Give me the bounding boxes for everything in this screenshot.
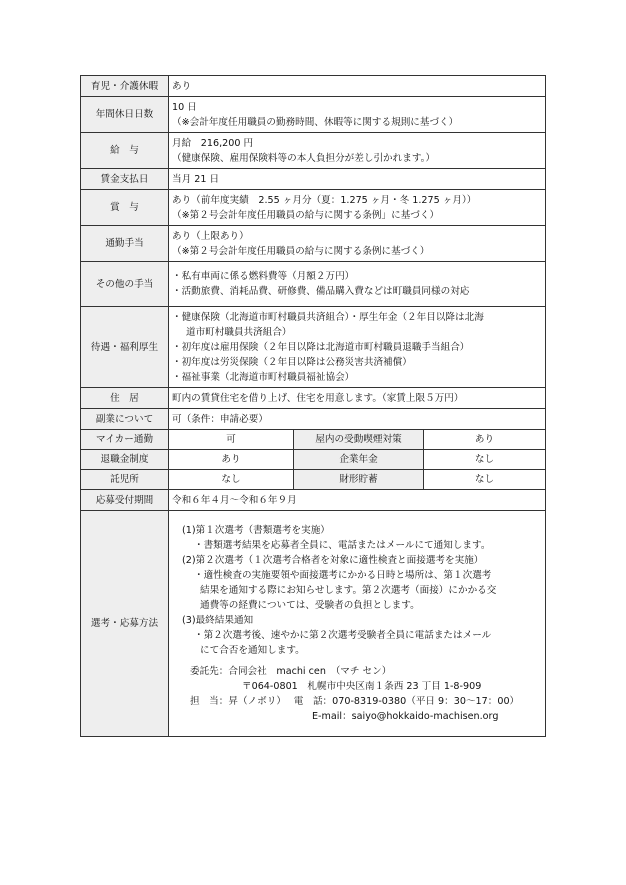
- value-corporate-pension: なし: [424, 450, 546, 470]
- welfare-line: ・初年度は雇用保険（２年目以降は北海道市町村職員退職手当組合）: [172, 341, 470, 353]
- selection-step-2-line: ・適性検査の実施要領や面接選考にかかる日時と場所は、第１次選考: [194, 570, 492, 581]
- value-bonus: [169, 190, 546, 226]
- contact-person-phone: 担 当：昇（ノボリ） 電 話：070-8319-0380（平日 9：30～17：00）: [190, 696, 520, 707]
- contact-address: 〒064-0801 札幌市中央区南１条西 23 丁目 1-8-909: [242, 681, 482, 692]
- annual-leave-line: （※会計年度任用職員の勤務時間、休暇等に関する規則に基づく）: [172, 116, 459, 128]
- bonus-line: あり（前年度実績 2.55 ヶ月分（夏：1.275 ヶ月・冬 1.275 ヶ月））: [172, 194, 477, 206]
- row-side-job: [81, 409, 546, 430]
- label-salary: 給 与: [81, 133, 169, 169]
- label-application-period: 応募受付期間: [81, 490, 169, 511]
- value-asset-savings: なし: [424, 470, 546, 490]
- salary-line: （健康保険、雇用保険料等の本人負担分が差し引かれます。）: [172, 152, 436, 164]
- other-allowance-line: ・活動旅費、消耗品費、研修費、備品購入費などは町職員同様の対応: [172, 286, 470, 297]
- value-selection: [169, 511, 546, 737]
- row-commute-allowance: [81, 226, 546, 262]
- other-allowance-line: ・私有車両に係る燃料費等（月額２万円）: [172, 271, 355, 282]
- label-corporate-pension: 企業年金: [294, 450, 424, 470]
- label-bonus: 賞 与: [81, 190, 169, 226]
- label-car-commute: マイカー通勤: [81, 430, 169, 450]
- selection-step-2-line: 結果を通知する際にお知らせします。第２次選考（面接）にかかる交: [200, 585, 497, 596]
- label-commute-allowance: 通勤手当: [81, 226, 169, 262]
- label-side-job: 副業について: [81, 409, 169, 430]
- label-smoking-measures: 屋内の受動喫煙対策: [294, 430, 424, 450]
- label-nursery: 託児所: [81, 470, 169, 490]
- value-childcare-leave: あり: [169, 76, 546, 97]
- value-nursery: なし: [169, 470, 294, 490]
- row-application-period: [81, 490, 546, 511]
- value-commute-allowance: [169, 226, 546, 262]
- value-housing: 町内の賃貸住宅を借り上げ、住宅を用意します。（家賃上限５万円）: [169, 388, 546, 409]
- label-welfare: 待遇・福利厚生: [81, 307, 169, 388]
- annual-leave-line: 10 日: [172, 101, 197, 113]
- row-childcare-leave: [81, 76, 546, 97]
- label-other-allowance: その他の手当: [81, 262, 169, 307]
- label-payday: 賃金支払日: [81, 169, 169, 190]
- salary-line: 月給 216,200 円: [172, 137, 254, 149]
- label-asset-savings: 財形貯蓄: [294, 470, 424, 490]
- welfare-line: ・福祉事業（北海道市町村職員福祉協会）: [172, 371, 355, 383]
- label-annual-leave: 年間休日日数: [81, 97, 169, 133]
- value-smoking-measures: あり: [424, 430, 546, 450]
- label-retirement: 退職金制度: [81, 450, 169, 470]
- label-childcare-leave: 育児・介護休暇: [81, 76, 169, 97]
- row-bonus: [81, 190, 546, 226]
- selection-step-2-title: (2)第２次選考（１次選考合格者を対象に適性検査と面接選考を実施）: [182, 555, 484, 566]
- value-retirement: あり: [169, 450, 294, 470]
- value-side-job: 可（条件：申請必要）: [169, 409, 546, 430]
- selection-step-1-title: (1)第１次選考（書類選考を実施）: [182, 525, 330, 536]
- row-annual-leave: [81, 97, 546, 133]
- commute-line: （※第２号会計年度任用職員の給与に関する条例に基づく）: [172, 245, 430, 257]
- value-payday: 当月 21 日: [169, 169, 546, 190]
- selection-step-1-line: ・書類選考結果を応募者全員に、電話またはメールにて通知します。: [194, 540, 491, 551]
- welfare-line: ・初年度は労災保険（２年目以降は公務災害共済補償）: [172, 356, 412, 368]
- selection-step-3-line: にて合否を通知します。: [200, 645, 305, 656]
- selection-step-2-line: 通費等の経費については、受験者の負担とします。: [200, 600, 420, 611]
- value-welfare: [169, 307, 546, 388]
- selection-step-3-line: ・第２次選考後、速やかに第２次選考受験者全員に電話またはメール: [194, 630, 492, 641]
- welfare-line: ・健康保険（北海道市町村職員共済組合）・厚生年金（２年目以降は北海: [172, 311, 484, 323]
- row-housing: [81, 388, 546, 409]
- value-salary: [169, 133, 546, 169]
- row-salary: [81, 133, 546, 169]
- bonus-line: （※第２号会計年度任用職員の給与に関する条例」に基づく）: [172, 209, 440, 221]
- commute-line: あり（上限あり）: [172, 230, 249, 242]
- row-selection: [81, 511, 546, 737]
- row-other-allowance: [81, 262, 546, 307]
- contact-email[interactable]: E-mail：saiyo@hokkaido-machisen.org: [312, 711, 499, 722]
- label-selection: 選考・応募方法: [81, 511, 169, 737]
- value-other-allowance: [169, 262, 546, 307]
- row-car-commute: [81, 430, 546, 450]
- row-welfare: [81, 307, 546, 388]
- row-nursery: [81, 470, 546, 490]
- job-conditions-table: [80, 75, 546, 737]
- value-car-commute: 可: [169, 430, 294, 450]
- selection-step-3-title: (3)最終結果通知: [182, 615, 254, 626]
- value-annual-leave: [169, 97, 546, 133]
- welfare-line: 道市町村職員共済組合）: [186, 326, 292, 338]
- label-housing: 住 居: [81, 388, 169, 409]
- value-application-period: 令和６年４月～令和６年９月: [169, 490, 546, 511]
- row-retirement: [81, 450, 546, 470]
- row-payday: [81, 169, 546, 190]
- contact-company: 委託先：合同会社 machi cen （マチ セン）: [190, 666, 392, 677]
